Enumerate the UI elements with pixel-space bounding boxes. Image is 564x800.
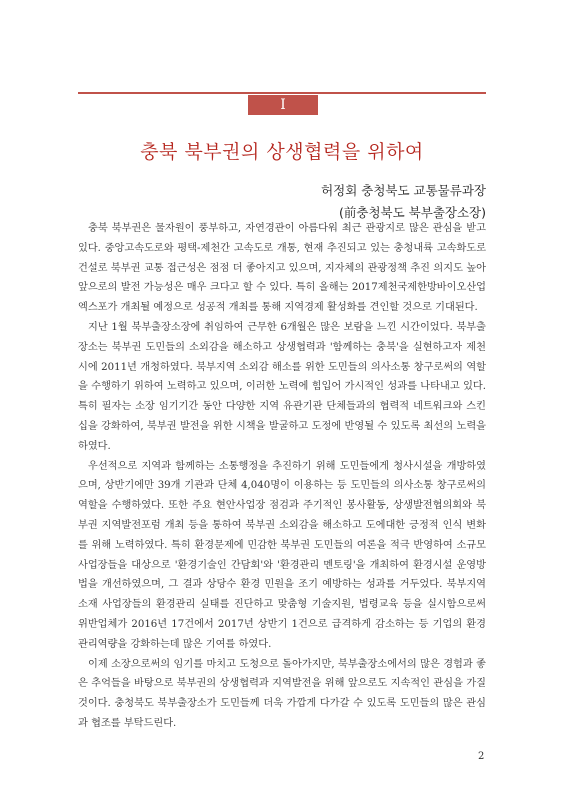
page-number: 2: [478, 751, 485, 762]
author-former-title: (前충청북도 북부출장소장): [339, 205, 486, 220]
paragraph: 지난 1월 북부출장소장에 취임하여 근무한 6개월은 많은 보람을 느낀 시간이었다. 북부출장소는 북부권 도민들의 소외감을 해소하고 상생협력과 '함께하는 충북'을 실현하고자 제천시에 2011년 개청하였다. 북부지역 소외감 해소를 위한 도민들의 의사소통 창구로써의 역할을 수행하기 위하여 노력하고 있으며, 이러한 노력에 힘입어 가시적인 성과를 나타내고 있다. 특히 필자는 소장 임기기간 동안 다양한 지역 유관기관 단체들과의 협력적 네트워크와 스킨십을 강화하여, 북부권 발전을 위한 시책을 발굴하고 도정에 반영될 수 있도록 최선의 노력을 하였다.: [78, 321, 486, 452]
paragraph: 우선적으로 지역과 함께하는 소통행정을 추진하기 위해 도민들에게 청사시설을 개방하였으며, 상반기에만 39개 기관과 단체 4,040명이 이용하는 등 도민들의 의사소통 창구로써의 역할을 수행하였다. 또한 주요 현안사업장 점검과 주기적인 봉사활동, 상생발전협의회와 북부권 지역발전포럼 개최 등을 통하여 북부권 소외감을 해소하고 도에대한 긍정적 인식 변화를 위해 노력하였다. 특히 환경문제에 민감한 북부권 도민들의 여론을 적극 반영하여 소규모 사업장들을 대상으로 '환경기술인 간담회'와 '환경관리 멘토링'을 개최하여 환경시설 운영방법을 개선하였으며, 그 결과 상당수 환경 민원을 조기 예방하는 성과를 거두었다. 북부지역 소재 사업장들의 환경관리 실태를 진단하고 맞춤형 기술지원, 법령교육 등을 실시함으로써 위반업체가 2016년 17건에서 2017년 상반기 1건으로 급격하게 감소하는 등 기업의 환경관리역량을 강화하는데 많은 기여를 하였다.: [78, 460, 486, 650]
paragraph: 충북 북부권은 물자원이 풍부하고, 자연경관이 아름다워 최근 관광지로 많은 관심을 받고 있다. 중앙고속도로와 평택-제천간 고속도로 개통, 현재 추진되고 있는 충청내륙 고속화도로 건설로 북부권 교통 접근성은 점점 더 좋아지고 있으며, 지자체의 관광정책 추진 의지도 높아 앞으로의 발전 가능성은 매우 크다고 할 수 있다. 특히 올해는 2017제천국제한방바이오산업엑스포가 개최될 예정으로 성공적 개최를 통해 지역경제 활성화를 견인할 것으로 기대된다.: [78, 223, 486, 314]
section-number-badge: I: [248, 95, 318, 115]
author-block: [321, 180, 486, 224]
page-title: 충북 북부권의 상생협력을 위하여: [140, 141, 424, 163]
author-name-title: 허정회 충청북도 교통물류과장: [321, 183, 486, 198]
paragraph: 이제 소장으로써의 임기를 마치고 도청으로 돌아가지만, 북부출장소에서의 많은 경험과 좋은 추억들을 바탕으로 북부권의 상생협력과 지역발전을 위해 앞으로도 지속적인 관심을 가질 것이다. 충청북도 북부출장소가 도민들께 더욱 가깝게 다가갈 수 있도록 도민들의 많은 관심과 협조를 부탁드린다.: [78, 658, 486, 729]
article-body: [78, 219, 486, 734]
header-rule: [78, 92, 486, 94]
